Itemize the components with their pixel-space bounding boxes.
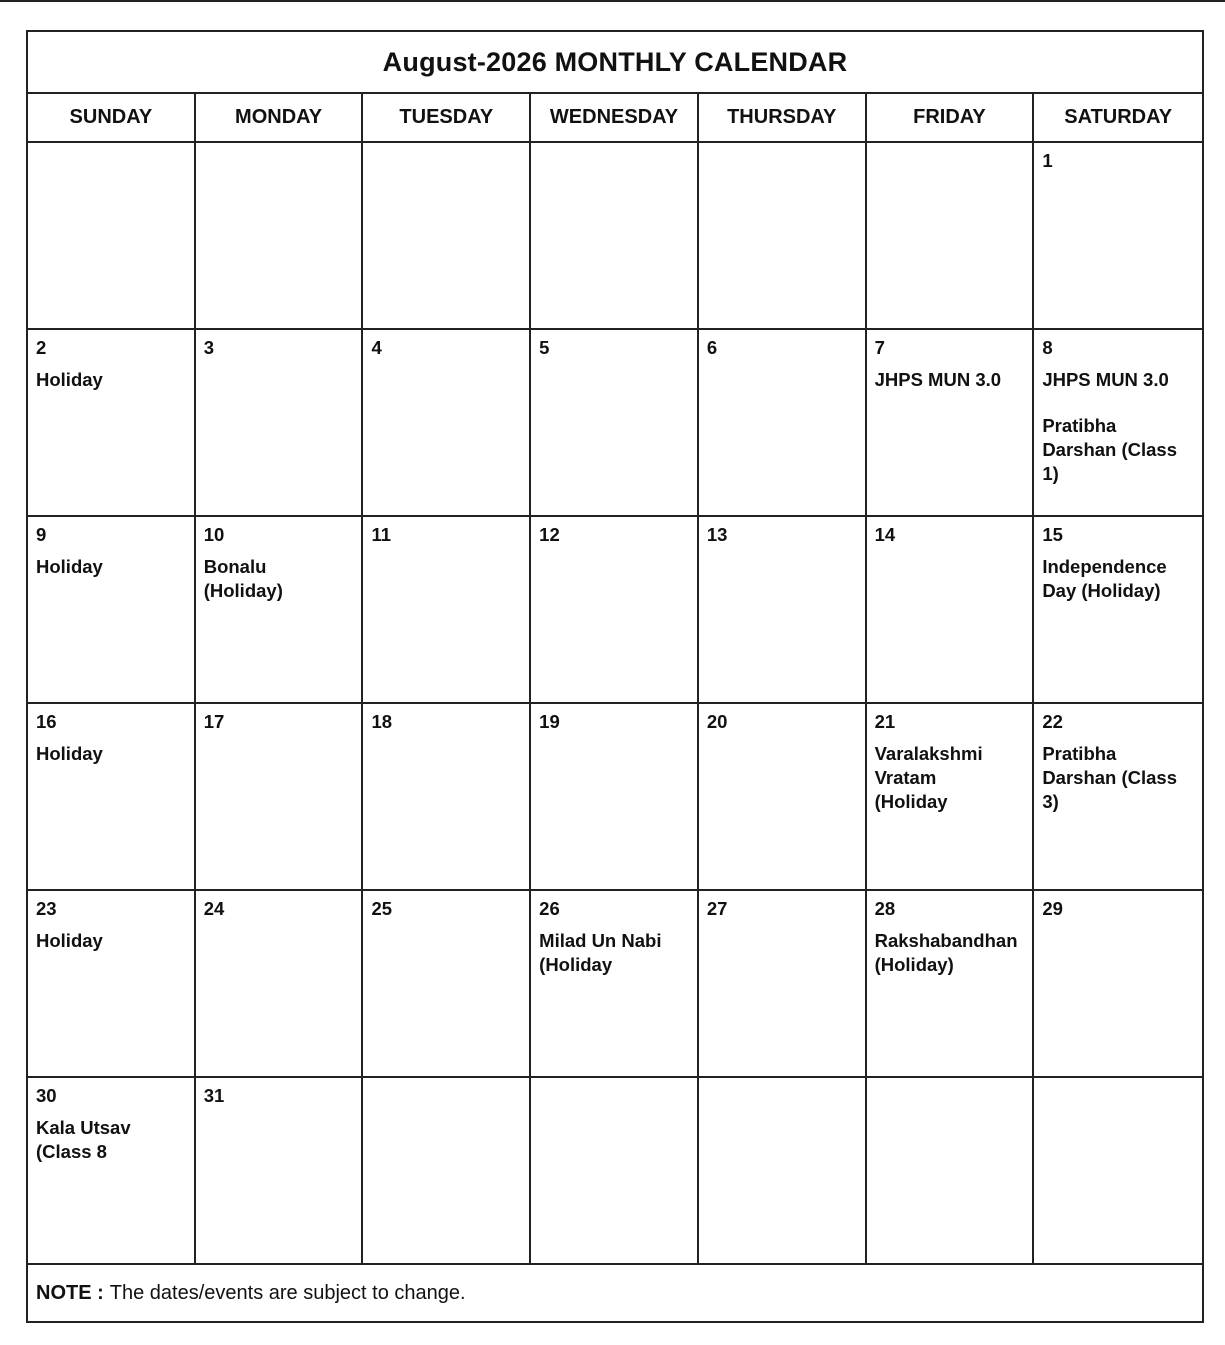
weekday-header-sunday: SUNDAY: [28, 94, 196, 141]
calendar-day-cell: [1034, 891, 1202, 1076]
calendar-title: August-2026 MONTHLY CALENDAR: [28, 32, 1202, 94]
calendar-event: Holiday: [36, 743, 103, 764]
calendar-day-cell: [28, 1078, 196, 1263]
calendar-day-cell: [1034, 143, 1202, 328]
calendar-empty-cell: [531, 1078, 699, 1263]
day-number: 19: [539, 711, 560, 732]
calendar-event: Pratibha Darshan (Class 3): [1042, 743, 1178, 812]
calendar-day-cell: [531, 517, 699, 702]
top-border-line: [0, 0, 1225, 2]
day-number: 5: [539, 337, 550, 358]
calendar-day-cell: [363, 891, 531, 1076]
calendar-day-cell: [28, 704, 196, 889]
calendar-empty-cell: [531, 143, 699, 328]
calendar-empty-cell: [196, 143, 364, 328]
calendar-day-cell: [531, 891, 699, 1076]
calendar-day-cell: [531, 704, 699, 889]
calendar-week-row: [28, 1078, 1202, 1265]
calendar-empty-cell: [28, 143, 196, 328]
calendar-event: Holiday: [36, 930, 103, 951]
calendar-event: JHPS MUN 3.0: [1042, 369, 1169, 390]
day-number: 12: [539, 524, 560, 545]
calendar-event: Pratibha Darshan (Class 1): [1042, 415, 1178, 484]
calendar-day-cell: [867, 891, 1035, 1076]
day-number: 31: [203, 1085, 225, 1106]
note-text: The dates/events are subject to change.: [109, 1281, 466, 1304]
calendar-day-cell: [867, 704, 1035, 889]
calendar-empty-cell: [867, 1078, 1035, 1263]
day-number: 28: [874, 898, 896, 919]
calendar-day-cell: [196, 517, 364, 702]
calendar-event: Independence Day (Holiday): [1042, 556, 1167, 601]
weekday-header-tuesday: TUESDAY: [363, 94, 531, 141]
calendar-empty-cell: [363, 143, 531, 328]
day-number: 13: [706, 524, 728, 545]
calendar-day-cell: [1034, 330, 1202, 515]
calendar-day-cell: [699, 891, 867, 1076]
weekday-header-row: [28, 94, 1202, 143]
calendar-day-cell: [1034, 517, 1202, 702]
day-number: 1: [1042, 150, 1053, 171]
calendar-day-cell: [699, 330, 867, 515]
calendar-event: Milad Un Nabi (Holiday: [539, 930, 662, 975]
calendar-day-cell: [699, 517, 867, 702]
day-number: 17: [203, 711, 225, 732]
monthly-calendar: [26, 30, 1204, 1323]
day-number: 15: [1042, 524, 1063, 545]
weekday-header-monday: MONDAY: [196, 94, 364, 141]
day-number: 25: [371, 898, 393, 919]
calendar-day-cell: [196, 891, 364, 1076]
day-number: 29: [1042, 898, 1063, 919]
calendar-day-cell: [28, 891, 196, 1076]
day-number: 18: [371, 711, 393, 732]
calendar-week-row: [28, 517, 1202, 704]
day-number: 11: [371, 524, 391, 545]
calendar-empty-cell: [699, 1078, 867, 1263]
day-number: 21: [874, 711, 896, 732]
calendar-event: JHPS MUN 3.0: [874, 369, 1002, 390]
calendar-event: Varalakshmi Vratam (Holiday: [874, 743, 983, 812]
weekday-header-wednesday: WEDNESDAY: [531, 94, 699, 141]
calendar-week-row: [28, 330, 1202, 517]
calendar-empty-cell: [1034, 1078, 1202, 1263]
calendar-day-cell: [867, 517, 1035, 702]
day-number: 7: [874, 337, 885, 358]
calendar-week-row: [28, 704, 1202, 891]
calendar-day-cell: [28, 517, 196, 702]
day-number: 8: [1042, 337, 1053, 358]
calendar-event: Kala Utsav (Class 8: [36, 1117, 131, 1162]
day-number: 20: [706, 711, 728, 732]
day-number: 24: [203, 898, 225, 919]
calendar-event: Rakshabandhan (Holiday): [874, 930, 1018, 975]
calendar-week-row: [28, 143, 1202, 330]
weekday-header-saturday: SATURDAY: [1064, 106, 1173, 128]
calendar-day-cell: [531, 330, 699, 515]
calendar-empty-cell: [363, 1078, 531, 1263]
calendar-event: Bonalu (Holiday): [203, 556, 283, 601]
day-number: 16: [36, 711, 57, 732]
day-number: 14: [874, 524, 896, 545]
calendar-empty-cell: [699, 143, 867, 328]
day-number: 10: [203, 524, 225, 545]
day-number: 30: [36, 1085, 57, 1106]
calendar-day-cell: [699, 704, 867, 889]
calendar-day-cell: [363, 517, 531, 702]
calendar-day-cell: [196, 1078, 364, 1263]
calendar-day-cell: [196, 704, 364, 889]
day-number: 26: [539, 898, 560, 919]
calendar-day-cell: [196, 330, 364, 515]
weekday-header-thursday: THURSDAY: [699, 94, 867, 141]
note-bar: [28, 1265, 1202, 1321]
day-number: 9: [36, 524, 47, 545]
calendar-empty-cell: [867, 143, 1035, 328]
calendar-day-cell: [28, 330, 196, 515]
calendar-event: Holiday: [36, 369, 103, 390]
note-label: NOTE :: [36, 1281, 104, 1304]
day-number: 23: [36, 898, 57, 919]
calendar-event: Holiday: [36, 556, 103, 577]
calendar-day-cell: [363, 330, 531, 515]
day-number: 6: [706, 337, 718, 358]
calendar-week-row: [28, 891, 1202, 1078]
day-number: 22: [1042, 711, 1063, 732]
calendar-weeks: [28, 143, 1202, 1265]
day-number: 27: [706, 898, 728, 919]
weekday-header-friday: FRIDAY: [867, 94, 1035, 141]
day-number: 2: [36, 337, 47, 358]
calendar-day-cell: [1034, 704, 1202, 889]
day-number: 4: [371, 337, 382, 358]
calendar-day-cell: [363, 704, 531, 889]
day-number: 3: [203, 337, 215, 358]
calendar-day-cell: [867, 330, 1035, 515]
